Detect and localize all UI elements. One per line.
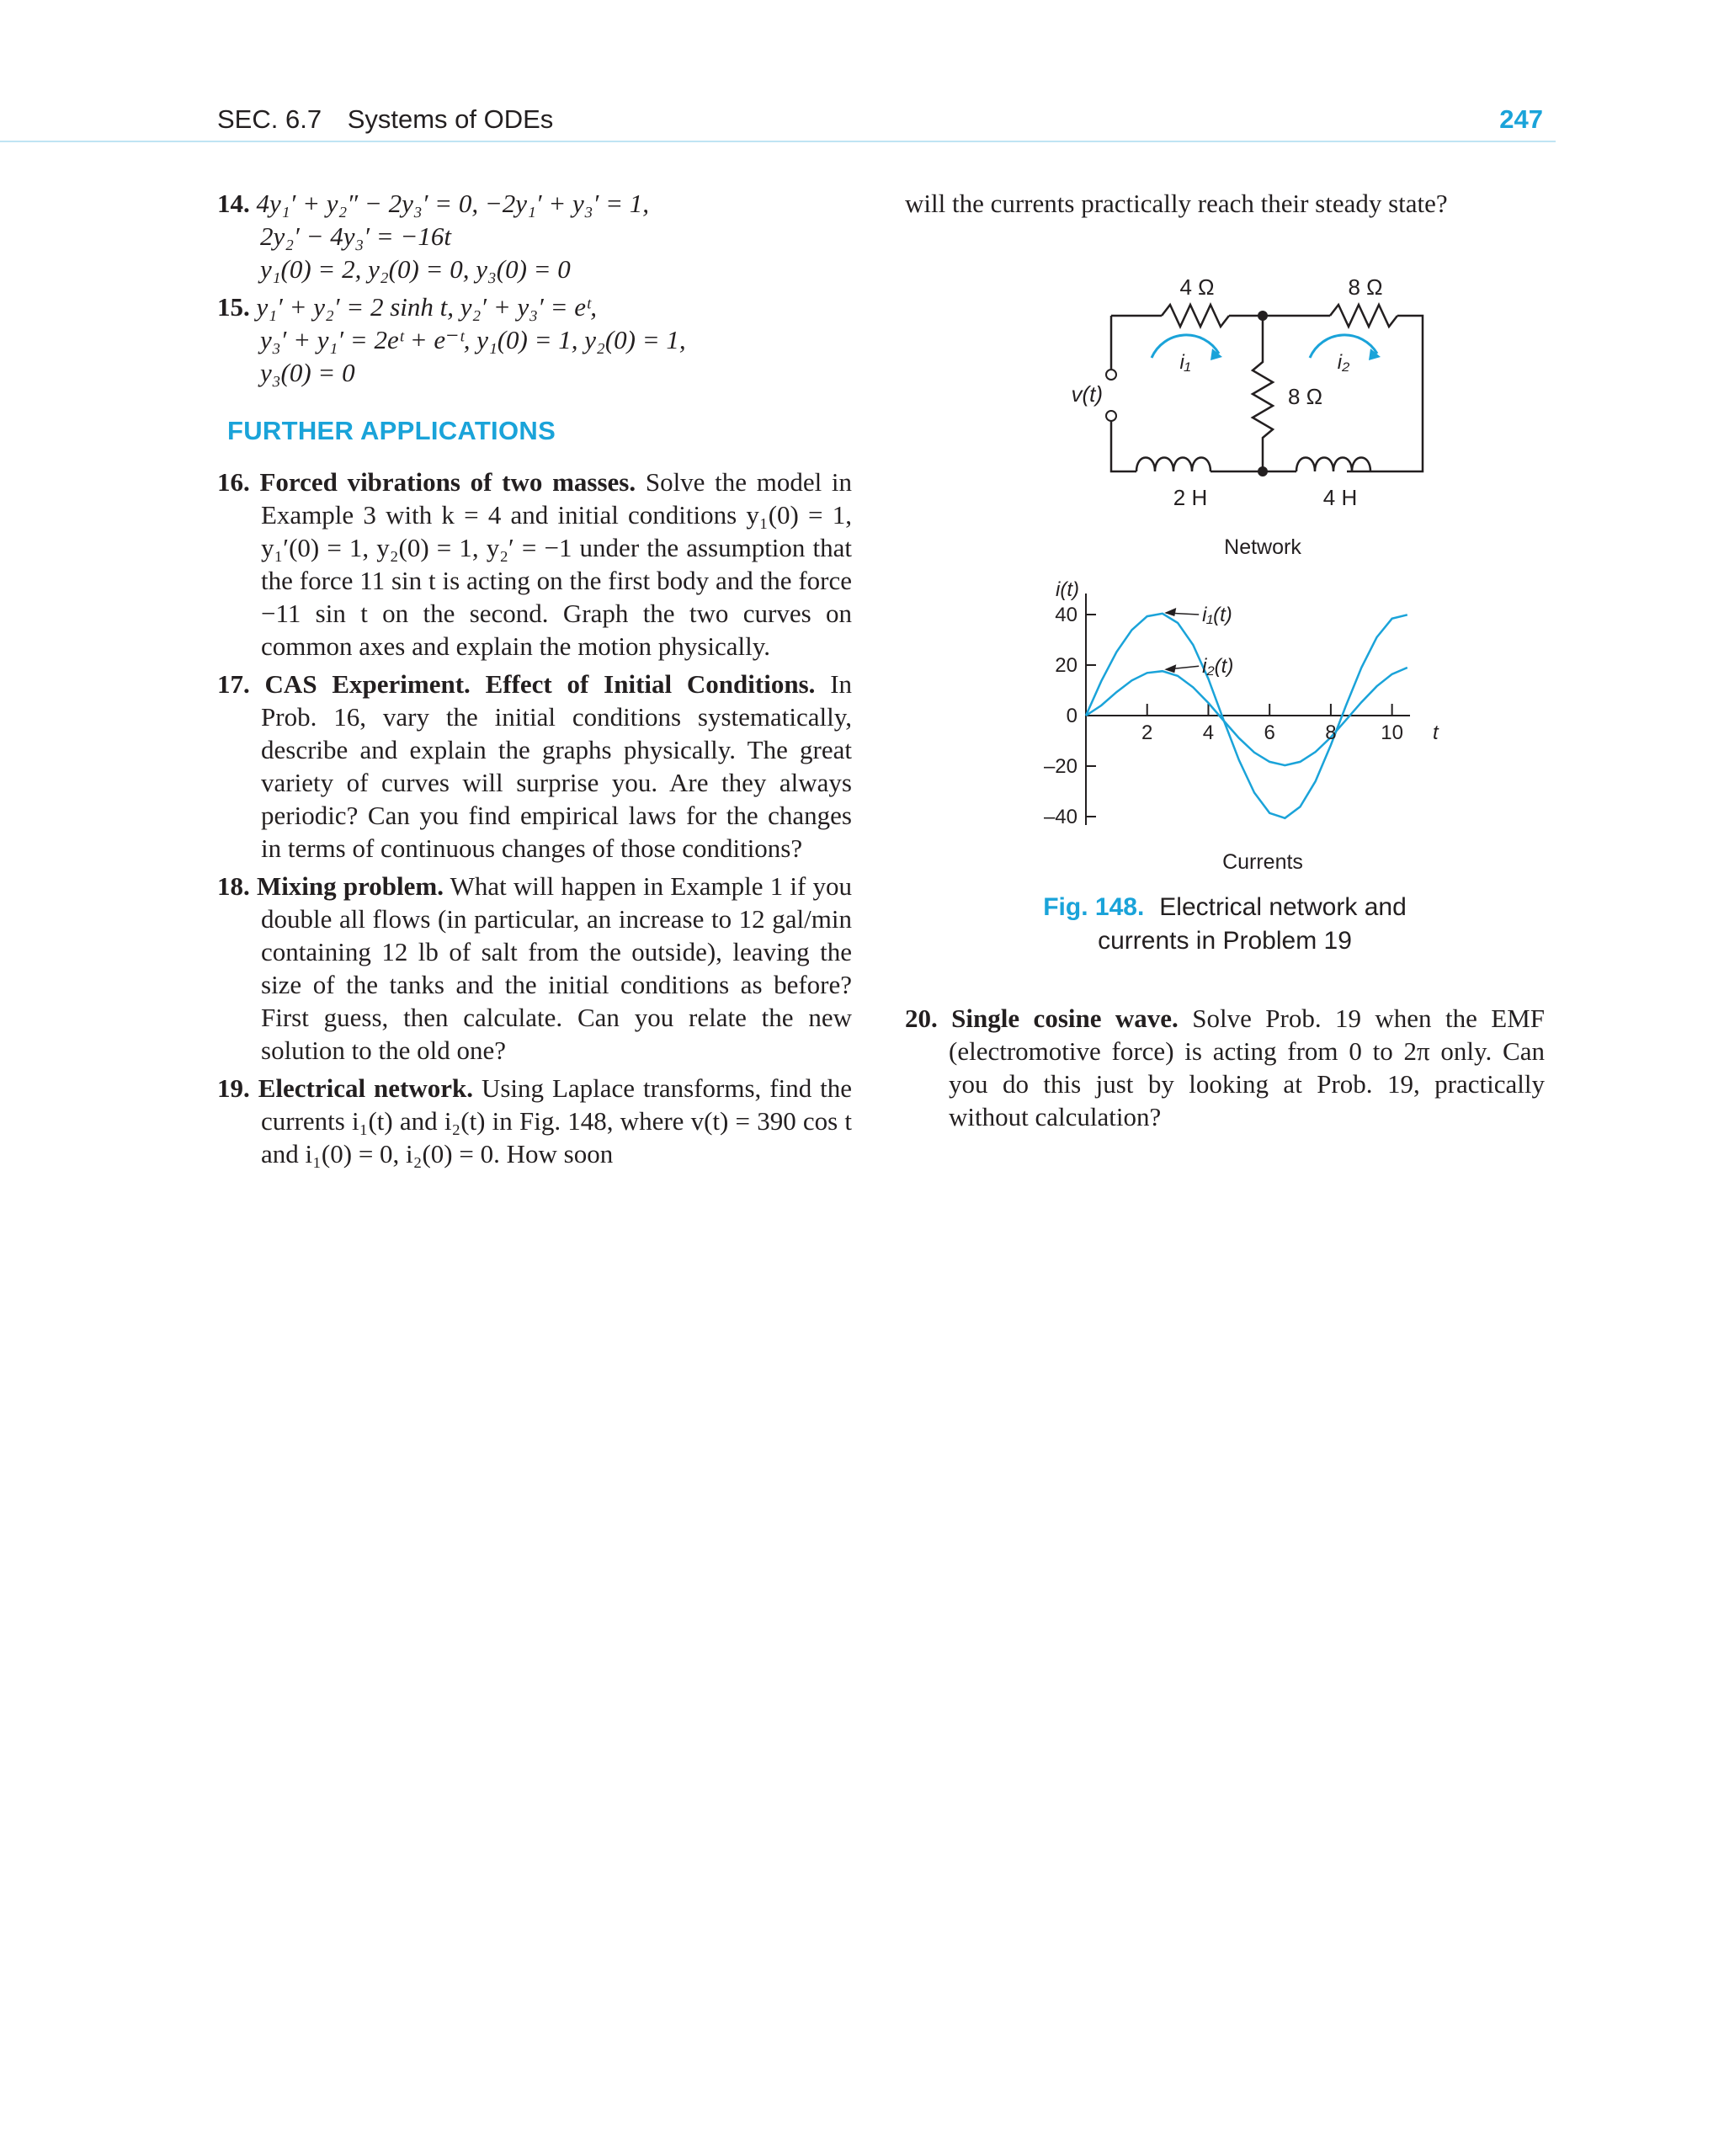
x-tick-label: 6 <box>1264 721 1275 744</box>
y-tick-label: –20 <box>1043 755 1078 778</box>
left-column <box>217 187 852 1175</box>
terminal-top <box>1106 370 1116 380</box>
x-tick-label: 2 <box>1141 721 1153 744</box>
header-rule <box>0 141 1556 142</box>
label-r1: 4 Ω <box>1179 274 1215 300</box>
network-label: Network <box>1224 535 1301 559</box>
section-number: SEC. 6.7 <box>217 104 322 134</box>
problem-number: 16. <box>217 467 250 497</box>
caption-line2: currents in Problem 19 <box>1098 927 1352 955</box>
series-label: i₁(t) <box>1202 604 1232 626</box>
label-i2: i₂ <box>1337 351 1350 374</box>
resistor-4-ohm <box>1162 305 1229 327</box>
terminal-bottom <box>1106 411 1116 421</box>
problem-19 <box>217 1072 852 1170</box>
chart-labels <box>1044 581 1439 874</box>
label-r3: 8 Ω <box>1288 384 1323 409</box>
problem-number: 19. <box>217 1073 250 1103</box>
y-tick-label: 40 <box>1055 604 1078 626</box>
figure-caption <box>905 891 1545 958</box>
problem-16 <box>217 466 852 663</box>
caption-label: Fig. 148. <box>1043 893 1145 921</box>
equation: y₁′ + y₂′ = 2 sinh t, y₂′ + y₃′ = eᵗ, <box>256 292 597 322</box>
problem-text: In Prob. 16, vary the initial conditions systematically, describe and explain the graphs physically. The great variety of curves will surprise you. Are they always periodic? Can you find empirical laws for the changes in terms of continuous changes of those conditions? <box>261 669 853 863</box>
problem-number: 15. <box>217 292 250 322</box>
right-column <box>905 187 1545 220</box>
x-axis-label: t <box>1433 721 1439 744</box>
section-title: Systems of ODEs <box>347 104 554 134</box>
y-tick-label: –40 <box>1043 806 1078 828</box>
right-column-lower <box>905 1002 1545 1138</box>
initial-conditions: y₃(0) = 0 <box>260 358 355 387</box>
problem-title: Mixing problem. <box>256 871 444 901</box>
problem-title: Electrical network. <box>258 1073 473 1103</box>
problem-17 <box>217 668 852 865</box>
x-tick-label: 10 <box>1381 721 1403 744</box>
running-head <box>217 104 553 135</box>
problem-text: Using Laplace transforms, find the currents i₁(t) and i₂(t) in Fig. 148, where v(t) = 390 cos t and i₁(0) = 0, i₂(0) = 0. How soon <box>261 1073 853 1168</box>
y-tick-label: 0 <box>1066 705 1078 727</box>
x-tick-label: 8 <box>1325 721 1337 744</box>
node-top <box>1258 311 1268 321</box>
label-l2: 4 H <box>1322 485 1358 510</box>
problem-19-continued: will the currents practically reach their steady state? <box>905 189 1448 218</box>
inductor-4h <box>1296 458 1370 472</box>
problem-14 <box>217 187 852 285</box>
equation: 2y₂′ − 4y₃′ = −16t <box>260 221 452 251</box>
y-axis-label: i(t) <box>1056 581 1079 601</box>
problem-text: Solve Prob. 19 when the EMF (electromotive force) is acting from 0 to 2π only. Can you do this just by looking at Prob. 19, practically without calculation? <box>949 1003 1546 1131</box>
page-number: 247 <box>1499 104 1543 134</box>
equation: 4y₁′ + y₂″ − 2y₃′ = 0, −2y₁′ + y₃′ = 1, <box>256 189 649 218</box>
problem-15 <box>217 290 852 389</box>
section-heading: FURTHER APPLICATIONS <box>227 416 556 445</box>
resistor-8-ohm-top <box>1330 305 1397 327</box>
equation: y₃′ + y₁′ = 2eᵗ + e⁻ᵗ, y₁(0) = 1, y₂(0) = 1, <box>260 325 686 354</box>
series-label: i₂(t) <box>1202 655 1234 679</box>
x-tick-label: 4 <box>1202 721 1215 744</box>
label-i1: i₁ <box>1179 351 1191 374</box>
problem-text: Solve the model in Example 3 with k = 4 and initial conditions y₁(0) = 1, y₁′(0) = 1, y₂(0) = 1, y₂′ = −1 under the assumption that the force 11 sin t is acting on the first body and the force −11 sin t on the second. Graph the two curves on common axes and explain the motion physically. <box>261 467 853 661</box>
node-bottom <box>1258 466 1268 476</box>
series-line-2 <box>1086 668 1407 765</box>
label-r2: 8 Ω <box>1348 274 1383 300</box>
chart-title: Currents <box>1222 850 1303 874</box>
problem-number: 14. <box>217 189 250 218</box>
problem-20 <box>905 1002 1545 1133</box>
problem-title: CAS Experiment. Effect of Initial Conditions. <box>264 669 816 699</box>
y-tick-label: 20 <box>1055 654 1078 677</box>
label-l1: 2 H <box>1173 485 1208 510</box>
currents-chart <box>1035 581 1473 884</box>
problem-title: Forced vibrations of two masses. <box>259 467 636 497</box>
problem-text: What will happen in Example 1 if you double all flows (in particular, an increase to 12 gal/min containing 12 lb of salt from the outside), leaving the size of the tanks and the initial conditions as before? First guess, then calculate. Can you relate the new solution to the old one? <box>261 871 852 1065</box>
problem-number: 17. <box>217 669 250 699</box>
resistor-8-ohm-middle <box>1253 316 1273 471</box>
inductor-2h <box>1136 458 1211 472</box>
problem-number: 20. <box>905 1003 938 1033</box>
problem-title: Single cosine wave. <box>951 1003 1179 1033</box>
problem-18 <box>217 870 852 1067</box>
caption-line1: Electrical network and <box>1159 893 1407 921</box>
problem-number: 18. <box>217 871 250 901</box>
initial-conditions: y₁(0) = 2, y₂(0) = 0, y₃(0) = 0 <box>260 254 571 284</box>
label-source: v(t) <box>1071 381 1103 407</box>
network-diagram <box>1052 269 1448 564</box>
